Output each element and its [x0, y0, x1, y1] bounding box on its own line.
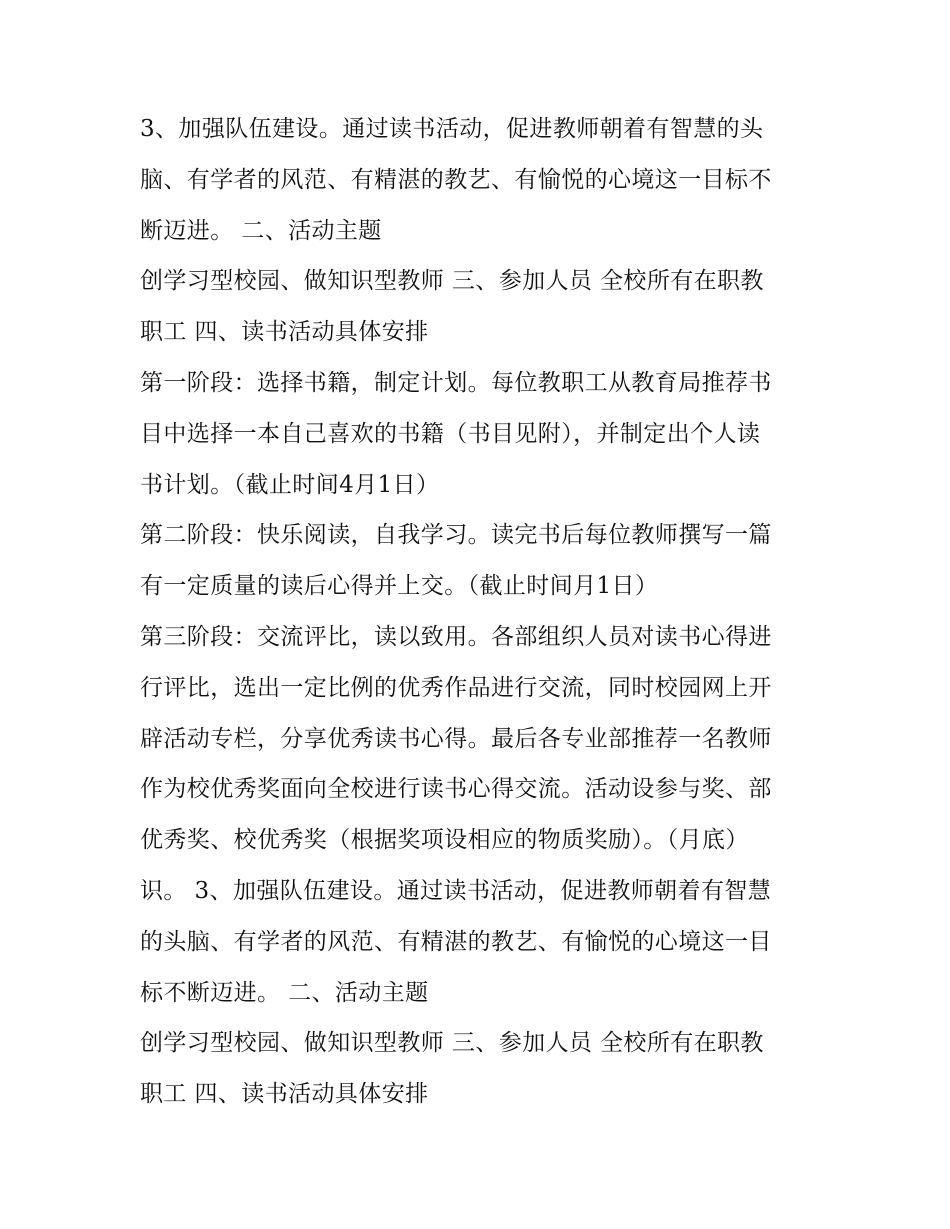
text-line: 标不断迈进。 二、活动主题: [140, 979, 429, 1006]
text-line: 创学习型校园、做知识型教师 三、参加人员 全校所有在职教: [140, 268, 764, 295]
text-line: 有一定质量的读后心得并上交。（截止时间月1日）: [140, 573, 659, 600]
text-line: 目中选择一本自己喜欢的书籍（书目见附），并制定出个人读: [140, 420, 761, 447]
text-line: 行评比，选出一定比例的优秀作品进行交流，同时校园网上开: [140, 674, 772, 701]
text-line: 断迈进。 二、活动主题: [140, 217, 382, 244]
text-line: 作为校优秀奖面向全校进行读书心得交流。活动设参与奖、部: [140, 776, 772, 803]
text-line: 优秀奖、校优秀奖（根据奖项设相应的物质奖励）。（月底）: [140, 827, 749, 854]
text-line: 职工 四、读书活动具体安排: [140, 319, 429, 346]
text-line: 职工 四、读书活动具体安排: [140, 1081, 429, 1108]
text-line: 辟活动专栏，分享优秀读书心得。最后各专业部推荐一名教师: [140, 725, 772, 752]
text-line: 脑、有学者的风范、有精湛的教艺、有愉悦的心境这一目标不: [140, 166, 772, 193]
text-line: 创学习型校园、做知识型教师 三、参加人员 全校所有在职教: [140, 1030, 764, 1057]
text-line: 识。 3、加强队伍建设。通过读书活动，促进教师朝着有智慧: [140, 877, 772, 904]
text-line: 第一阶段：选择书籍，制定计划。每位教职工从教育局推荐书: [140, 369, 772, 396]
text-line: 3、加强队伍建设。通过读书活动，促进教师朝着有智慧的头: [140, 116, 764, 142]
text-line: 第三阶段：交流评比，读以致用。各部组织人员对读书心得进: [140, 623, 772, 650]
document-body: [140, 104, 830, 1120]
text-line: 的头脑、有学者的风范、有精湛的教艺、有愉悦的心境这一目: [140, 928, 772, 955]
text-line: 书计划。（截止时间4月1日）: [140, 471, 440, 498]
text-line: 第二阶段：快乐阅读，自我学习。读完书后每位教师撰写一篇: [140, 522, 772, 549]
